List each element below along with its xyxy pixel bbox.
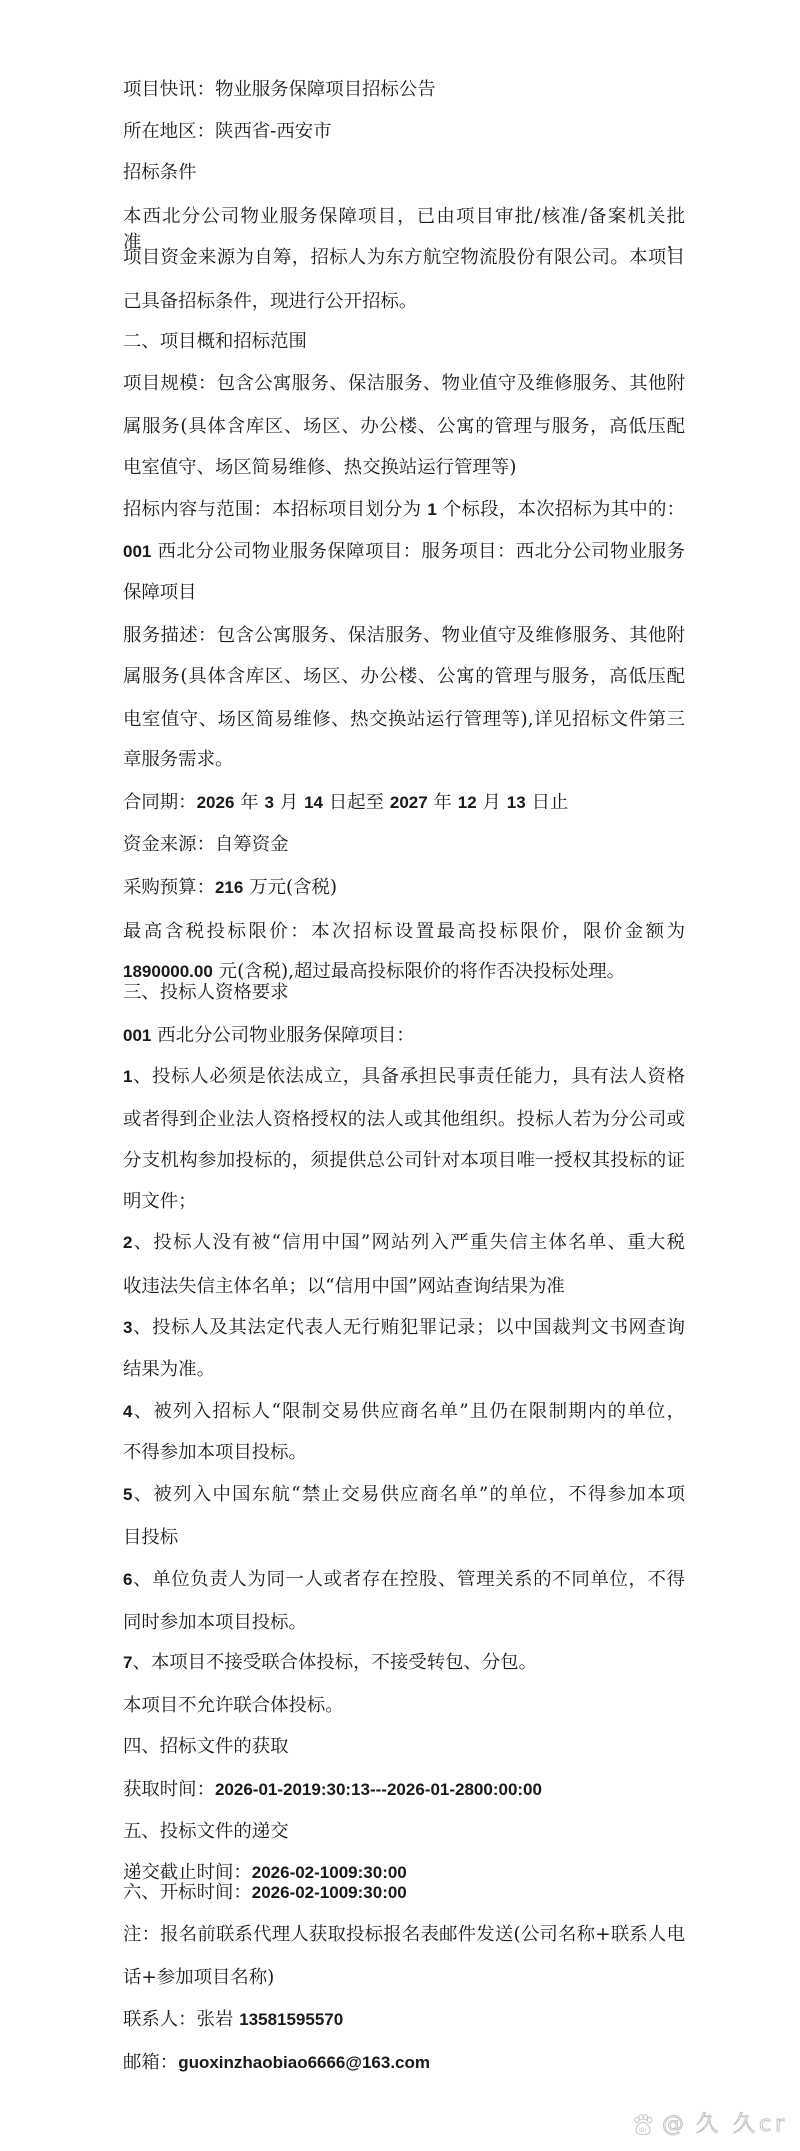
section-heading: 招标条件 [123, 162, 197, 183]
submission-deadline-value: 2026-02-1009:30:00 [251, 1863, 407, 1882]
year-unit: 年 [234, 792, 265, 813]
max-price-line: 最高含税投标限价：本次招标设置最高投标限价，限价金额为 [123, 921, 685, 942]
year-unit: 年 [427, 792, 458, 813]
from-to: 日起至 [322, 792, 390, 813]
contact-email: guoxinzhaobiao6666@163.com [178, 2053, 431, 2072]
watermark-at: @ [662, 2112, 688, 2137]
requirement-number: 2 [123, 1233, 133, 1252]
section-heading: 四、招标文件的获取 [123, 1736, 289, 1757]
requirement-line: 明文件； [123, 1191, 197, 1212]
requirement-text: 、被列入中国东航“禁止交易供应商名单”的单位，不得参加本项 [132, 1484, 685, 1505]
bid-scope-text: 招标内容与范围：本招标项目划分为 [123, 499, 428, 520]
project-scale-line: 电室值守、场区简易维修、热交换站运行管理等) [123, 457, 517, 478]
acquisition-time-line [123, 1777, 542, 1803]
lot-title: 西北分公司物业服务保障项目： [151, 1025, 415, 1046]
section-heading: 二、项目概和招标范围 [123, 331, 307, 352]
contact-person-label: 联系人：张岩 [123, 2009, 240, 2030]
budget-label: 采购预算： [123, 877, 215, 898]
requirement-number: 3 [123, 1318, 133, 1337]
max-price-amount: 1890000.00 [123, 962, 213, 981]
contract-period-line [123, 790, 568, 816]
month-unit: 月 [476, 792, 507, 813]
project-news-line: 项目快讯：物业服务保障项目招标公告 [123, 79, 436, 100]
requirement-text: 、投标人必须是依法成立，具备承担民事责任能力，具有法人资格 [132, 1066, 685, 1087]
paragraph-line: 项目资金来源为自筹，招标人为东方航空物流股份有限公司。本项目 [123, 247, 685, 268]
contact-person-line [123, 2007, 343, 2033]
end-suffix: 日止 [525, 792, 569, 813]
requirement-line: 结果为准。 [123, 1359, 215, 1380]
paragraph-line: 己具备招标条件，现进行公开招标。 [123, 291, 418, 312]
requirement-line [123, 1064, 685, 1090]
start-day: 14 [304, 793, 323, 812]
acquisition-time-label: 获取时间： [123, 1779, 215, 1800]
requirement-number: 5 [123, 1485, 133, 1504]
submission-deadline-label: 递交截止时间： [123, 1862, 252, 1883]
bid-scope-line [123, 539, 685, 565]
bid-opening-label: 六、开标时间： [123, 1882, 252, 1903]
requirement-text: 、投标人没有被“信用中国”网站列入严重失信主体名单、重大税 [132, 1232, 685, 1253]
baidu-paw-icon [632, 2114, 654, 2136]
requirement-text: 、单位负责人为同一人或者存在控股、管理关系的不同单位，不得 [132, 1569, 685, 1590]
requirement-number: 1 [123, 1067, 133, 1086]
budget-line [123, 875, 337, 901]
requirement-line [123, 1650, 537, 1676]
funding-source-line: 资金来源：自筹资金 [123, 834, 289, 855]
start-year: 2026 [196, 793, 235, 812]
requirement-line: 收违法失信主体名单；以“信用中国”网站查询结果为准 [123, 1276, 565, 1297]
section-heading: 三、投标人资格要求 [123, 982, 289, 1003]
requirement-line: 或者得到企业法人资格授权的法人或其他组织。投标人若为分公司或 [123, 1109, 685, 1130]
end-month: 12 [457, 793, 477, 812]
requirement-text: 、投标人及其法定代表人无行贿犯罪记录；以中国裁判文书网查询 [132, 1317, 685, 1338]
bid-opening-line [123, 1880, 407, 1906]
service-description-line: 电室值守、场区简易维修、热交换站运行管理等),详见招标文件第三 [123, 709, 685, 730]
acquisition-time-value: 2026-01-2019:30:13---2026-01-2800:00:00 [214, 1780, 542, 1799]
requirement-line: 目投标 [123, 1527, 179, 1548]
contact-phone: 13581595570 [239, 2010, 344, 2029]
month-unit: 月 [273, 792, 305, 813]
lot-code: 001 [123, 1026, 152, 1045]
requirement-number: 4 [123, 1402, 133, 1421]
contact-email-line [123, 2050, 430, 2076]
end-year: 2027 [389, 793, 428, 812]
lot-title-line [123, 1023, 415, 1049]
bid-scope-line: 保障项目 [123, 582, 197, 603]
registration-note-line: 话+参加项目名称) [123, 1967, 275, 1988]
requirement-text: 、被列入招标人“限制交易供应商名单”且仍在限制期内的单位， [132, 1401, 685, 1422]
project-scale-line: 项目规模：包含公寓服务、保洁服务、物业值守及维修服务、其他附 [123, 373, 685, 394]
requirement-text: 、本项目不接受联合体投标，不接受转包、分包。 [132, 1652, 538, 1673]
consortium-note: 本项目不允许联合体投标。 [123, 1695, 344, 1716]
end-day: 13 [506, 793, 526, 812]
requirement-line: 同时参加本项目投标。 [123, 1612, 307, 1633]
contract-period-label: 合同期： [123, 792, 197, 813]
service-description-line: 属服务(具体含库区、场区、办公楼、公寓的管理与服务，高低压配 [123, 666, 685, 687]
service-description-line: 章服务需求。 [123, 749, 234, 770]
registration-note-line: 注：报名前联系代理人获取投标报名表邮件发送(公司名称+联系人电 [123, 1924, 685, 1945]
budget-unit: 万元(含税) [243, 877, 338, 898]
project-scale-line: 属服务(具体含库区、场区、办公楼、公寓的管理与服务，高低压配 [123, 416, 685, 437]
lot-count: 1 [427, 500, 437, 519]
budget-amount: 216 [214, 878, 244, 897]
contact-email-label: 邮箱： [123, 2052, 179, 2073]
section-heading: 五、投标文件的递交 [123, 1821, 289, 1842]
max-price-text: 元(含税),超过最高投标限价的将作否决投标处理。 [212, 961, 626, 982]
requirement-line [123, 1315, 685, 1341]
requirement-line: 不得参加本项目投标。 [123, 1442, 307, 1463]
service-description-line: 服务描述：包含公寓服务、保洁服务、物业值守及维修服务、其他附 [123, 625, 685, 646]
start-month: 3 [264, 793, 274, 812]
bid-scope-line [123, 497, 685, 523]
requirement-number: 6 [123, 1570, 133, 1589]
lot-code: 001 [123, 542, 152, 561]
region-line: 所在地区：陕西省-西安市 [123, 121, 332, 142]
svg-text:du: du [639, 2127, 647, 2134]
watermark [632, 2110, 788, 2140]
bid-opening-value: 2026-02-1009:30:00 [251, 1883, 407, 1902]
paragraph-line: 本西北分公司物业服务保障项目，已由项目审批/核准/备案机关批准， [123, 206, 685, 253]
watermark-text: 久 久cr [696, 2112, 789, 2137]
requirement-line [123, 1567, 685, 1593]
requirement-line [123, 1482, 685, 1508]
requirement-number: 7 [123, 1653, 133, 1672]
bid-scope-text: 个标段，本次招标为其中的： [436, 499, 685, 520]
requirement-line [123, 1230, 685, 1256]
requirement-line: 分支机构参加投标的，须提供总公司针对本项目唯一授权其投标的证 [123, 1150, 685, 1171]
bid-scope-text: 西北分公司物业服务保障项目：服务项目：西北分公司物业服务 [151, 541, 685, 562]
requirement-line [123, 1399, 685, 1425]
